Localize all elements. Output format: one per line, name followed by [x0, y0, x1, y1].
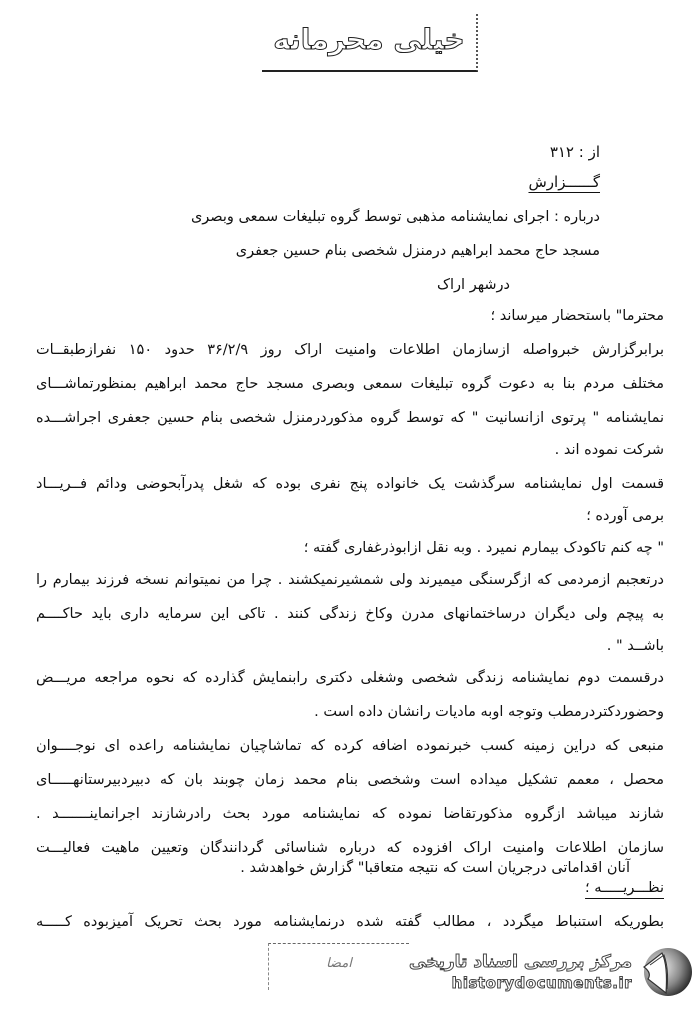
subject-line-2: مسجد حاج محمد ابراهیم درمنزل شخصی بنام حسین جعفری	[235, 243, 600, 259]
body-line: شازند میباشد ازگروه مذکورتقاضا نموده که نمایشنامه مورد بحث رادرشازند اجرانماینـــــــد .	[36, 806, 664, 822]
body-line: منبعی که دراین زمینه کسب خبرنموده اضافه کرده که تماشاچیان نمایشنامه راعده ای نوجــــوان	[36, 738, 664, 754]
body-line: نمایشنامه " پرتوی ازانسانیت " که توسط گروه مذکوردرمنزل شخصی بنام حسین جعفری اجراشـــده	[36, 410, 664, 426]
watermark-site: historydocuments.ir	[451, 974, 632, 992]
body-line: وحضوردکتردرمطب وتوجه اوبه مادیات رانشان داده است .	[314, 704, 664, 720]
body-line: مختلف مردم بنا به دعوت گروه تبلیغات سمعی وبصری مسجد حاج محمد ابراهیم بمنظورتماشـــای	[36, 376, 664, 392]
body-line: درقسمت دوم نمایشنامه زندگی شخصی وشغلی دکتری رابنمایش گذارده که نحوه مراجعه مریـــض	[36, 670, 664, 686]
handwritten-signature: امضا	[268, 943, 409, 990]
folded-document-logo-icon	[638, 945, 692, 999]
body-line: قسمت اول نمایشنامه سرگذشت یک خانواده پنج نفری بوده که شغل پدرآبحوضی ودائم فــریـــاد	[36, 476, 664, 492]
quote-line: " چه کنم تاکودک بیمارم نمیرد . وبه نقل ازابوذرغفاری گفته ؛	[303, 540, 664, 556]
subject-line-1: درباره : اجرای نمایشنامه مذهبی توسط گروه تبلیغات سمعی وبصری	[190, 209, 600, 225]
body-line: آنان اقداماتی درجریان است که نتیجه متعاقبا" گزارش خواهدشد .	[240, 860, 630, 876]
watermark-text	[409, 951, 632, 993]
top-secret-stamp: خیلی محرمانه	[262, 14, 478, 72]
salutation: محترما" باستحضار میرساند ؛	[490, 308, 664, 324]
opinion-line: بطوریکه استنباط میگردد ، مطالب گفته شده درنمایشنامه مورد بحث تحریک آمیزبوده کـــــه	[36, 914, 664, 930]
report-title: گــــــزارش	[528, 173, 600, 191]
watermark-org-name: مرکز بررسی اسناد تاریخی	[409, 952, 632, 972]
body-line: سازمان اطلاعات وامنیت اراک افزوده که درباره شناسائی گردانندگان وتعیین ماهیت فعالیـــت	[36, 840, 664, 856]
quote-line: باشــد " .	[606, 638, 664, 654]
quote-line: درتعجبم ازمردمی که ازگرسنگی میمیرند ولی شمشیرنمیکشند . چرا من نمیتوانم نسخه فرزند بیمارم را	[36, 572, 664, 588]
watermark	[409, 945, 692, 999]
reference-number: از : ۳۱۲	[549, 143, 600, 161]
body-line: برمی آورده ؛	[586, 508, 664, 524]
body-line: برابرگزارش خبرواصله ازسازمان اطلاعات وامنیت اراک روز ۳۶/۲/۹ حدود ۱۵۰ نفرازطبقــات	[36, 342, 664, 358]
opinion-heading: نظـــریـــــه ؛	[585, 880, 664, 896]
subject-line-3: درشهر اراک	[437, 277, 510, 293]
body-line: محصل ، معمم تشکیل میداده است وشخصی بنام محمد زمان چوبند بان که دبیردبیرستانهـــــای	[36, 772, 664, 788]
body-line: شرکت نموده اند .	[554, 442, 664, 458]
quote-line: به پیچم ولی دیگران درساختمانهای مدرن وکاخ زندگی کنند . تاکی این سرمایه داری باید حاکــــم	[36, 606, 664, 622]
